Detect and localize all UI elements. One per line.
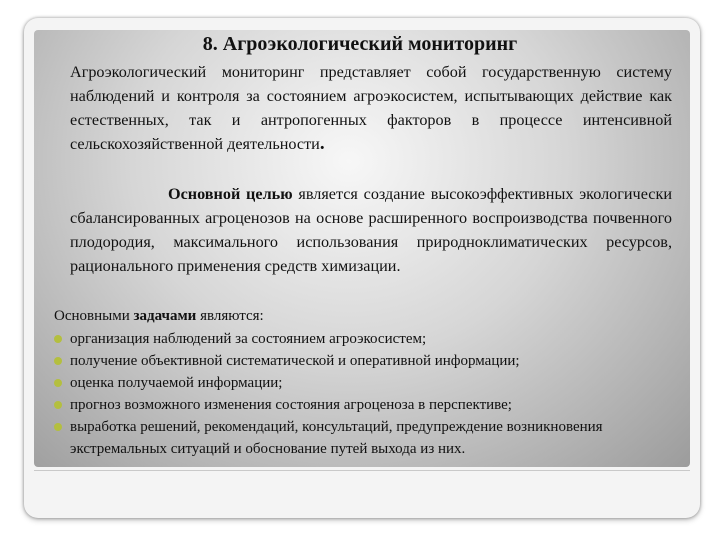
tasks-intro-pre: Основными — [54, 308, 134, 324]
bullet-icon — [54, 423, 62, 431]
tasks-intro — [54, 305, 674, 327]
list-item — [54, 350, 674, 372]
task-text: организация наблюдений за состоянием агроэкосистем; — [70, 331, 427, 347]
list-item — [54, 394, 674, 416]
task-text: прогноз возможного изменения состояния агроценоза в перспективе; — [70, 397, 512, 413]
list-item — [54, 328, 674, 350]
goal-lead: Основной целью — [168, 185, 293, 203]
task-text: выработка решений, рекомендаций, консультаций, предупреждение возникновения экстремальных ситуаций и обоснование путей выхода из них. — [70, 419, 603, 457]
tasks-intro-post: являются: — [196, 308, 264, 324]
bullet-icon — [54, 379, 62, 387]
bullet-icon — [54, 401, 62, 409]
divider — [34, 470, 690, 471]
bullet-icon — [54, 357, 62, 365]
task-text: оценка получаемой информации; — [70, 375, 283, 391]
definition-paragraph — [70, 60, 672, 156]
goal-text: является создание высокоэффективных экологически сбалансированных агроценозов на основе расширенного воспроизводства почвенного плодородия, максимального использования природноклиматических ресурсов, рационального применения средств химизации. — [70, 185, 672, 275]
tasks-list — [54, 328, 674, 460]
list-item — [54, 372, 674, 394]
definition-text: Агроэкологический мониторинг представляет собой государственную систему наблюдений и контроля за состоянием агроэкосистем, испытывающих действие как естественных, так и антропогенных факторов в процессе интенсивной сельскохозяйственной деятельности — [70, 63, 672, 153]
definition-end-mark: . — [319, 133, 325, 154]
bullet-icon — [54, 335, 62, 343]
tasks-intro-bold: задачами — [133, 308, 197, 324]
task-text: получение объективной систематической и оперативной информации; — [70, 353, 520, 369]
goal-paragraph — [70, 182, 672, 278]
list-item — [54, 416, 674, 460]
slide-title: 8. Агроэкологический мониторинг — [202, 33, 518, 55]
